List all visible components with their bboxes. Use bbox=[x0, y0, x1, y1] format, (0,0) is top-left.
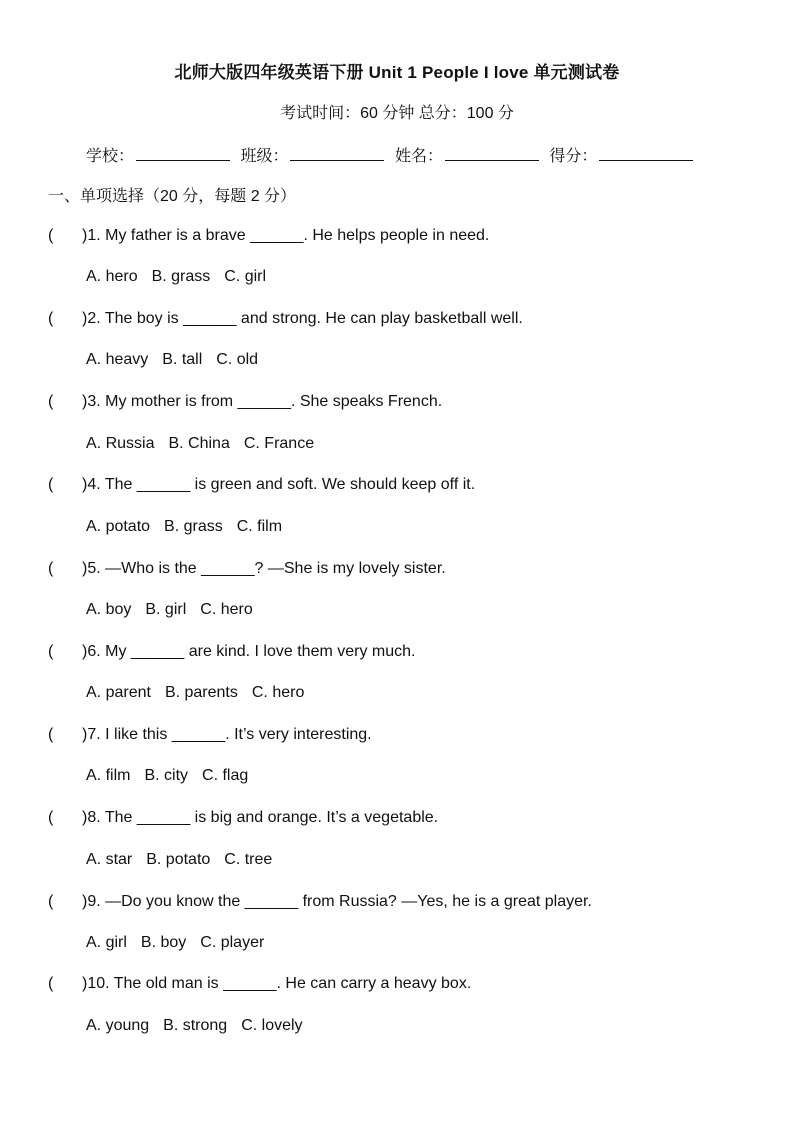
question-8 bbox=[48, 809, 438, 827]
option-b: B. grass bbox=[164, 518, 223, 535]
answer-paren[interactable]: ( bbox=[48, 809, 54, 826]
section-title: 一、单项选择（20 分，每题 2 分） bbox=[48, 188, 297, 205]
question-text: )7. I like this ______. It’s very interesting. bbox=[82, 726, 372, 743]
question-9-options bbox=[86, 934, 278, 952]
option-c: C. flag bbox=[202, 767, 249, 784]
question-6 bbox=[48, 643, 415, 661]
option-c: C. hero bbox=[200, 601, 253, 618]
score-blank[interactable] bbox=[599, 146, 693, 161]
name-blank[interactable] bbox=[445, 146, 539, 161]
score-label: 得分： bbox=[549, 148, 598, 165]
class-label: 班级： bbox=[240, 148, 289, 165]
question-text: )5. —Who is the ______? —She is my lovely sister. bbox=[82, 560, 446, 577]
option-c: C. hero bbox=[251, 684, 305, 701]
option-a: A. potato bbox=[86, 518, 151, 535]
question-2-options bbox=[86, 351, 272, 369]
exam-time-and-score: 考试时间：60 分钟 总分：100 分 bbox=[280, 105, 514, 122]
option-b: B. tall bbox=[162, 351, 203, 368]
option-a: A. film bbox=[86, 767, 131, 784]
option-a: A. girl bbox=[86, 934, 127, 951]
question-3 bbox=[48, 393, 442, 411]
name-label: 姓名： bbox=[394, 148, 443, 165]
option-b: B. boy bbox=[140, 934, 187, 951]
question-text: )6. My ______ are kind. I love them very much. bbox=[82, 643, 416, 660]
page-title: 北师大版四年级英语下册 Unit 1 People I love 单元测试卷 bbox=[174, 63, 620, 82]
question-3-options bbox=[86, 435, 328, 453]
question-text: )1. My father is a brave ______. He helps people in need. bbox=[82, 227, 490, 244]
option-b: B. city bbox=[144, 767, 189, 784]
option-a: A. boy bbox=[86, 601, 132, 618]
school-field bbox=[86, 143, 230, 166]
option-a: A. parent bbox=[86, 684, 151, 701]
name-field bbox=[395, 143, 539, 166]
option-c: C. girl bbox=[224, 268, 267, 285]
question-text: )8. The ______ is big and orange. It’s a vegetable. bbox=[82, 809, 439, 826]
option-b: B. strong bbox=[163, 1017, 228, 1034]
question-text: )2. The boy is ______ and strong. He can play basketball well. bbox=[82, 310, 523, 327]
question-1 bbox=[48, 227, 489, 245]
option-c: C. France bbox=[243, 435, 315, 452]
question-text: )9. —Do you know the ______ from Russia? —Yes, he is a great player. bbox=[82, 893, 592, 910]
question-2 bbox=[48, 310, 523, 328]
question-text: )3. My mother is from ______. She speaks French. bbox=[82, 393, 443, 410]
answer-paren[interactable]: ( bbox=[48, 310, 54, 327]
class-blank[interactable] bbox=[290, 146, 384, 161]
option-b: B. China bbox=[168, 435, 230, 452]
question-7 bbox=[48, 726, 372, 744]
question-9 bbox=[48, 893, 592, 911]
question-5 bbox=[48, 560, 446, 578]
class-field bbox=[240, 143, 384, 166]
option-c: C. lovely bbox=[241, 1017, 303, 1034]
option-c: C. film bbox=[236, 518, 283, 535]
score-field bbox=[549, 143, 693, 166]
question-10-options bbox=[86, 1017, 317, 1035]
option-a: A. young bbox=[86, 1017, 150, 1034]
option-b: B. grass bbox=[151, 268, 211, 285]
question-10 bbox=[48, 975, 471, 993]
answer-paren[interactable]: ( bbox=[48, 643, 54, 660]
option-b: B. girl bbox=[145, 601, 187, 618]
option-a: A. Russia bbox=[86, 435, 155, 452]
question-7-options bbox=[86, 767, 262, 785]
question-4 bbox=[48, 476, 475, 494]
answer-paren[interactable]: ( bbox=[48, 393, 54, 410]
option-b: B. parents bbox=[164, 684, 238, 701]
option-c: C. tree bbox=[224, 851, 273, 868]
question-8-options bbox=[86, 851, 286, 869]
answer-paren[interactable]: ( bbox=[48, 227, 54, 244]
question-1-options bbox=[86, 268, 280, 286]
question-4-options bbox=[86, 518, 296, 536]
school-blank[interactable] bbox=[136, 146, 230, 161]
answer-paren[interactable]: ( bbox=[48, 893, 54, 910]
student-info-row bbox=[86, 143, 699, 166]
option-a: A. hero bbox=[86, 268, 138, 285]
answer-paren[interactable]: ( bbox=[48, 975, 54, 992]
question-text: )4. The ______ is green and soft. We should keep off it. bbox=[82, 476, 476, 493]
option-a: A. star bbox=[86, 851, 133, 868]
school-label: 学校： bbox=[86, 148, 135, 165]
option-c: C. old bbox=[216, 351, 259, 368]
option-b: B. potato bbox=[146, 851, 211, 868]
question-5-options bbox=[86, 601, 267, 619]
question-text: )10. The old man is ______. He can carry a heavy box. bbox=[82, 975, 472, 992]
option-c: C. player bbox=[200, 934, 265, 951]
question-6-options bbox=[86, 684, 318, 702]
answer-paren[interactable]: ( bbox=[48, 726, 54, 743]
answer-paren[interactable]: ( bbox=[48, 560, 54, 577]
answer-paren[interactable]: ( bbox=[48, 476, 54, 493]
option-a: A. heavy bbox=[86, 351, 149, 368]
